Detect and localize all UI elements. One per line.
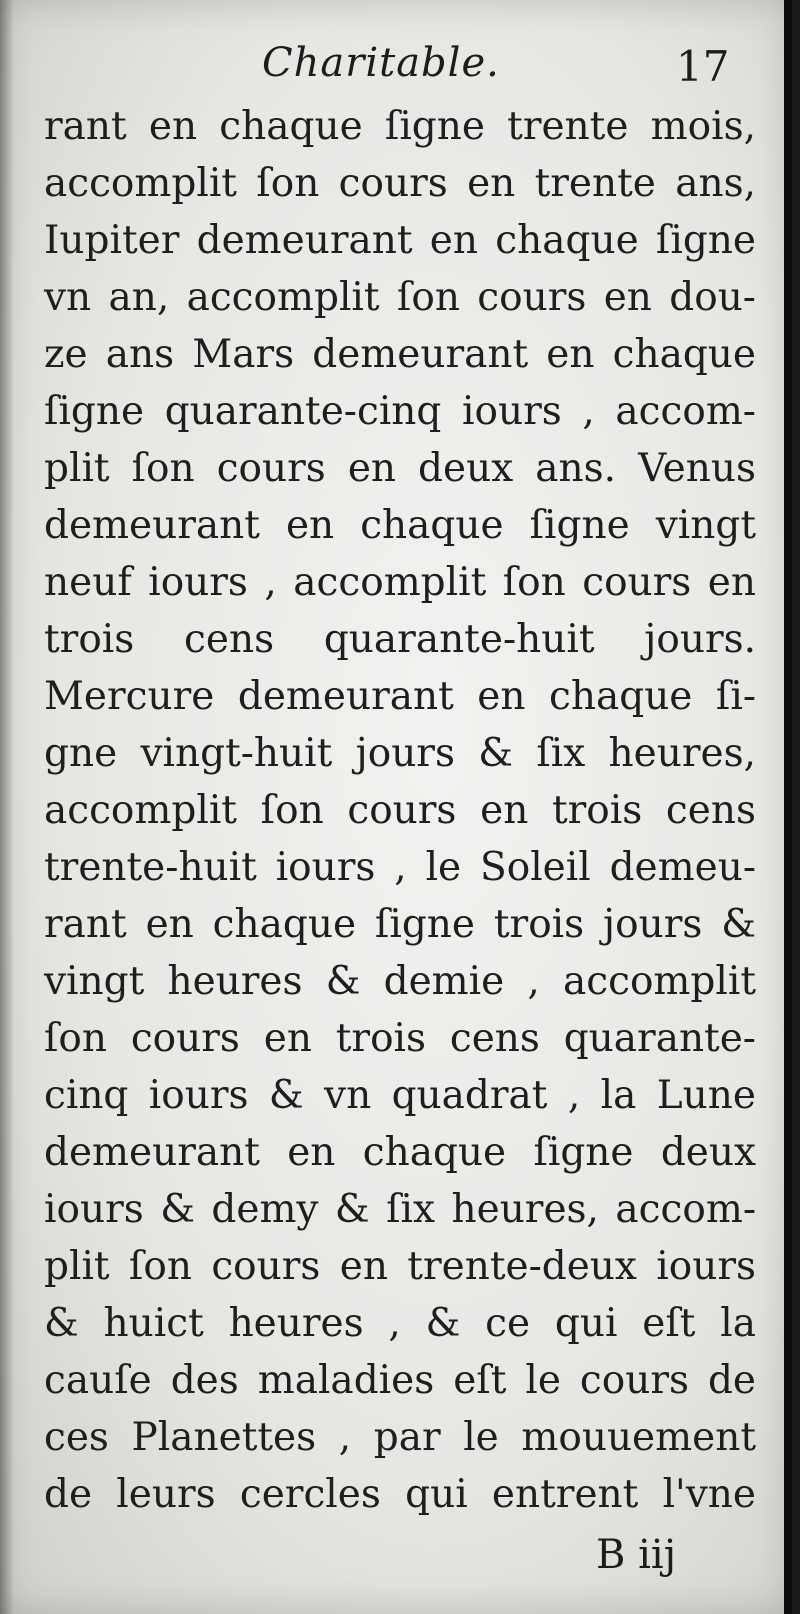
spine-shadow <box>0 0 14 1614</box>
text-line: ze ans Mars demeurant en chaque <box>44 332 756 377</box>
text-line: plit ſon cours en trente-deux iours <box>44 1244 756 1289</box>
text-line: plit ſon cours en deux ans. Venus <box>44 446 756 491</box>
body-text <box>44 98 756 1523</box>
signature-mark: B iij <box>596 1532 677 1578</box>
text-line: ſigne quarante-cinq iours , accom- <box>44 389 756 434</box>
text-line: demeurant en chaque ſigne deux <box>44 1130 756 1175</box>
text-line: accomplit ſon cours en trois cens <box>44 788 756 833</box>
page-edge <box>784 0 792 1614</box>
page-number: 17 <box>676 42 730 91</box>
text-line: Mercure demeurant en chaque ſi- <box>44 674 756 719</box>
text-line: vingt heures & demie , accomplit <box>44 959 756 1004</box>
text-line: Iupiter demeurant en chaque ſigne <box>44 218 756 263</box>
text-line: de leurs cercles qui entrent l'vne <box>44 1472 756 1517</box>
text-line: demeurant en chaque ſigne vingt <box>44 503 756 548</box>
text-line: trois cens quarante-huit jours. <box>44 617 756 662</box>
text-line: ces Planettes , par le mouuement <box>44 1415 756 1460</box>
text-line: vn an, accomplit ſon cours en dou- <box>44 275 756 320</box>
text-line: neuf iours , accomplit ſon cours en <box>44 560 756 605</box>
text-line: cinq iours & vn quadrat , la Lune <box>44 1073 756 1118</box>
text-line: trente-huit iours , le Soleil demeu- <box>44 845 756 890</box>
text-line: rant en chaque ſigne trois jours & <box>44 902 756 947</box>
text-line: accomplit ſon cours en trente ans, <box>44 161 756 206</box>
text-line: gne vingt-huit jours & ſix heures, <box>44 731 756 776</box>
text-line: cauſe des maladies eſt le cours de <box>44 1358 756 1403</box>
text-line: iours & demy & ſix heures, accom- <box>44 1187 756 1232</box>
text-line: & huict heures , & ce qui eſt la <box>44 1301 756 1346</box>
text-line: rant en chaque ſigne trente mois, <box>44 104 756 149</box>
text-line: ſon cours en trois cens quarante- <box>44 1016 756 1061</box>
running-title: Charitable. <box>262 40 500 86</box>
